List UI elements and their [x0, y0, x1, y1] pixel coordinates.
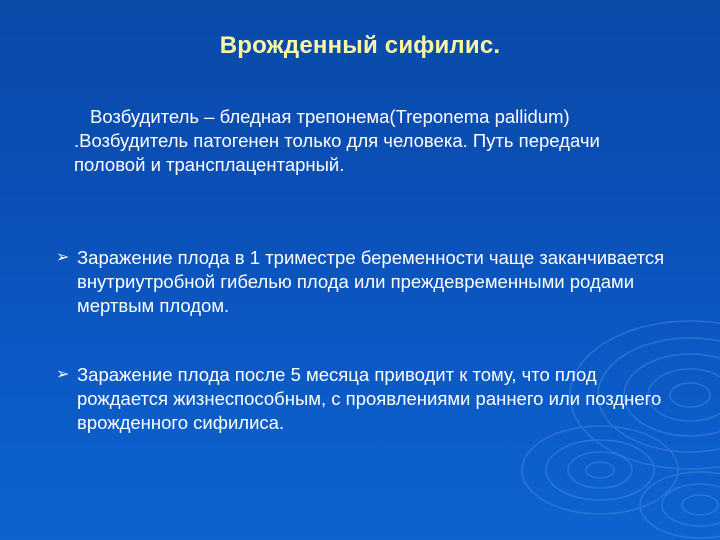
bullet-text-2: Заражение плода после 5 месяца приводит к тому, что плод рождается жизнеспособным, с проявлениями раннего или позднего врожденного сифилиса. — [77, 364, 662, 433]
slide-title: Врожденный сифилис. — [219, 32, 501, 59]
arrow-bullet-icon: ➢ — [56, 366, 70, 383]
bullet-item-1 — [56, 246, 666, 318]
intro-paragraph: Возбудитель – бледная трепонема(Treponema pallidum) .Возбудитель патогенен только для человека. Путь передачи половой и трансплацентарный. — [74, 106, 600, 175]
arrow-bullet-icon: ➢ — [56, 249, 70, 266]
bullet-text-1: Заражение плода в 1 триместре беременности чаще заканчивается внутриутробной гибелью плода или преждевременными родами мертвым плодом. — [77, 247, 665, 316]
bullet-item-2 — [56, 363, 666, 435]
